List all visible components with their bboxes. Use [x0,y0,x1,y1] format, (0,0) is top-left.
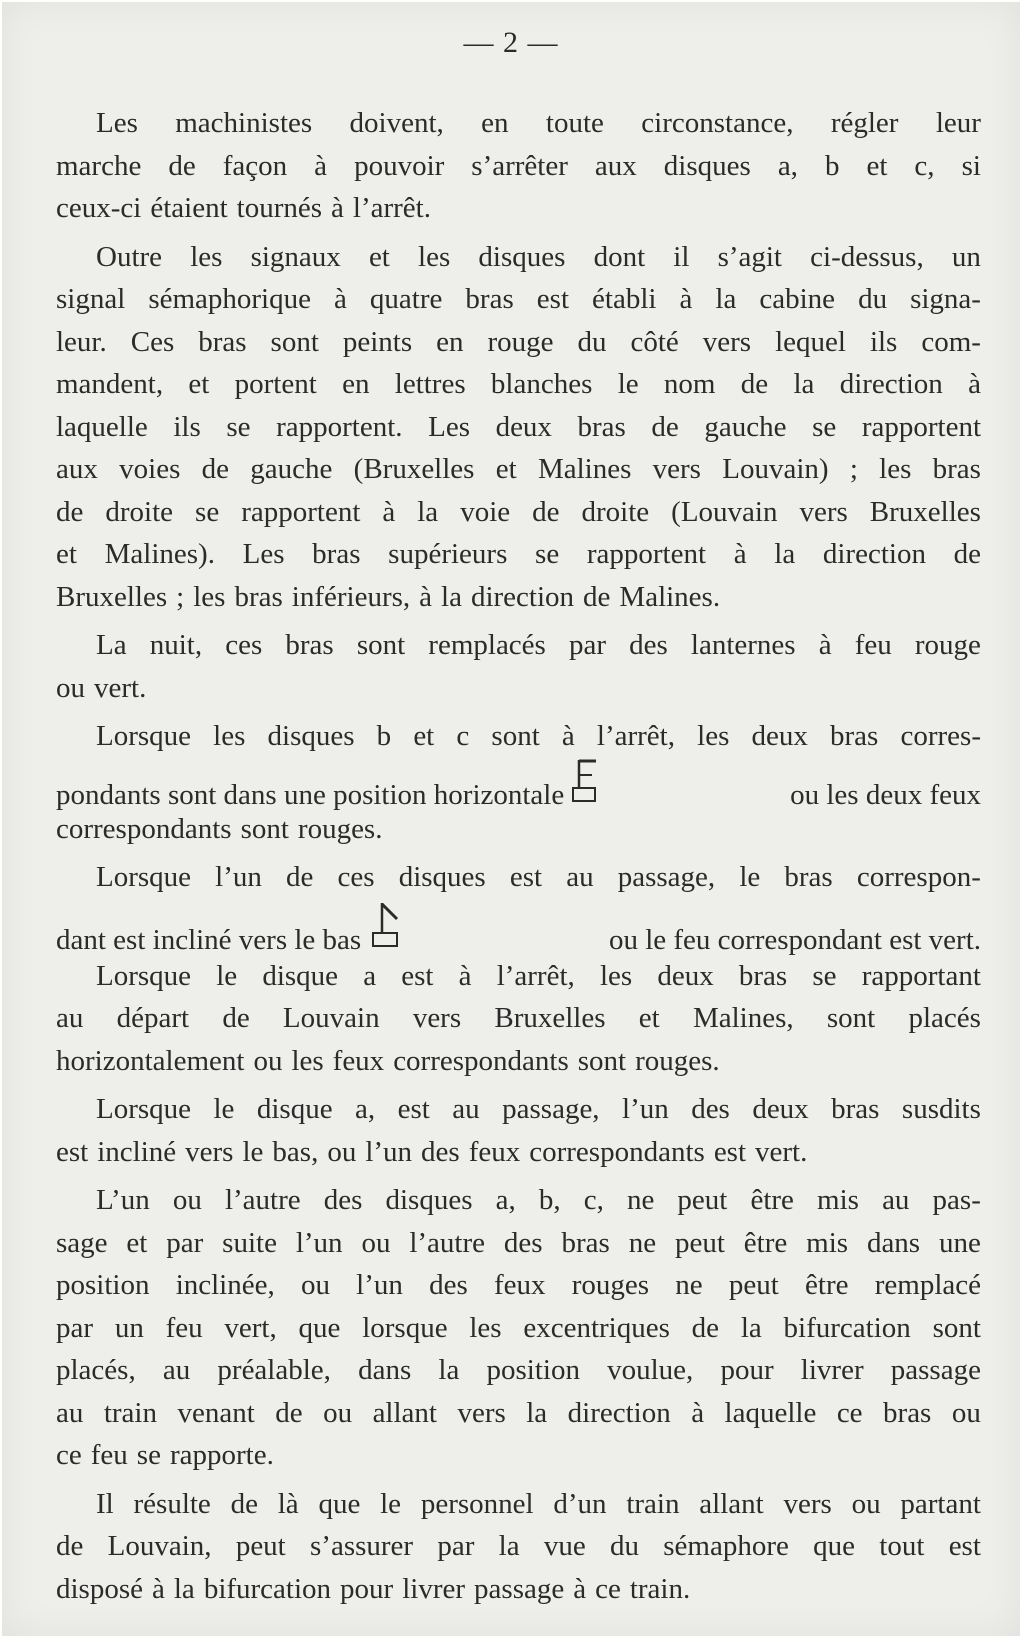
text-line: L’un ou l’autre des disques a, b, c, ne peut être mis au pas- [96,1184,981,1216]
text-line: ce feu se rapporte. [56,1439,274,1471]
text-fragment: dant est incliné vers le bas [56,923,362,956]
paragraph [56,1483,981,1611]
text-line: signal sémaphorique à quatre bras est établi à la cabine du signa- [56,283,981,315]
text-fragment: ou le feu correspondant est vert. [608,923,981,956]
text-line: aux voies de gauche (Bruxelles et Malines vers Louvain) ; les bras [56,453,981,485]
text-line: Les machinistes doivent, en toute circonstance, régler leur [96,107,981,139]
text-fragment: ou les deux feux [790,778,981,811]
text-line: de droite se rapportent à la voie de droite (Louvain vers Bruxelles [56,495,981,528]
text-line: correspondants sont rouges. [56,812,383,845]
paragraph [56,955,981,1083]
text-line: est incliné vers le bas, ou l’un des feux correspondants est vert. [56,1135,808,1168]
text-line: Lorsque le disque a est à l’arrêt, les deux bras se rapportant [96,959,981,992]
page-number: — 2 — [463,26,559,59]
text-line: au départ de Louvain vers Bruxelles et Malines, sont placés [56,1002,981,1034]
paragraph [56,236,981,619]
text-line: ou vert. [56,671,147,704]
text-line: de Louvain, peut s’assurer par la vue du sémaphore que tout est [56,1530,981,1562]
text-line: sage et par suite l’un ou l’autre des bras ne peut être mis dans une [56,1226,981,1259]
text-line-with-figure [56,758,981,811]
paragraph [56,624,981,709]
text-line: La nuit, ces bras sont remplacés par des lanternes à feu rouge [96,629,981,661]
text-line: Outre les signaux et les disques dont il s’agit ci-dessus, un [96,240,981,273]
text-line: mandent, et portent en lettres blanches le nom de la direction à [56,368,981,400]
text-line: horizontalement ou les feux correspondants sont rouges. [56,1044,720,1077]
paragraph [56,1088,981,1173]
text-line: Lorsque le disque a, est au passage, l’un des deux bras susdits [96,1093,981,1125]
semaphore-arm-inclined-icon [369,899,403,962]
text-fragment: pondants sont dans une position horizontale [56,778,565,811]
body-text [56,102,981,1610]
text-line: position inclinée, ou l’un des feux rouges ne peut être remplacé [56,1269,981,1301]
text-line: Bruxelles ; les bras inférieurs, à la direction de Malines. [56,580,721,613]
paragraph [56,856,981,956]
text-line: Lorsque l’un de ces disques est au passage, le bras correspon- [96,861,981,893]
paragraph [56,715,981,850]
text-line: leur. Ces bras sont peints en rouge du côté vers lequel ils com- [56,325,981,358]
text-line: ceux-ci étaient tournés à l’arrêt. [56,192,431,224]
paragraph [56,1179,981,1477]
paragraph [56,102,981,230]
text-line: et Malines). Les bras supérieurs se rapportent à la direction de [56,538,981,570]
text-line: Il résulte de là que le personnel d’un train allant vers ou partant [96,1487,981,1520]
text-line: placés, au préalable, dans la position voulue, pour livrer passage [56,1354,981,1386]
text-line: au train venant de ou allant vers la direction à laquelle ce bras ou [56,1396,981,1429]
text-line: Lorsque les disques b et c sont à l’arrêt, les deux bras corres- [96,720,981,752]
text-line-with-figure [56,899,981,956]
text-line: disposé à la bifurcation pour livrer passage à ce train. [56,1572,691,1605]
text-line: laquelle ils se rapportent. Les deux bras de gauche se rapportent [56,410,981,443]
text-line: par un feu vert, que lorsque les excentriques de la bifurcation sont [56,1311,981,1344]
document-page [2,2,1020,1636]
text-line: marche de façon à pouvoir s’arrêter aux disques a, b et c, si [56,149,981,182]
